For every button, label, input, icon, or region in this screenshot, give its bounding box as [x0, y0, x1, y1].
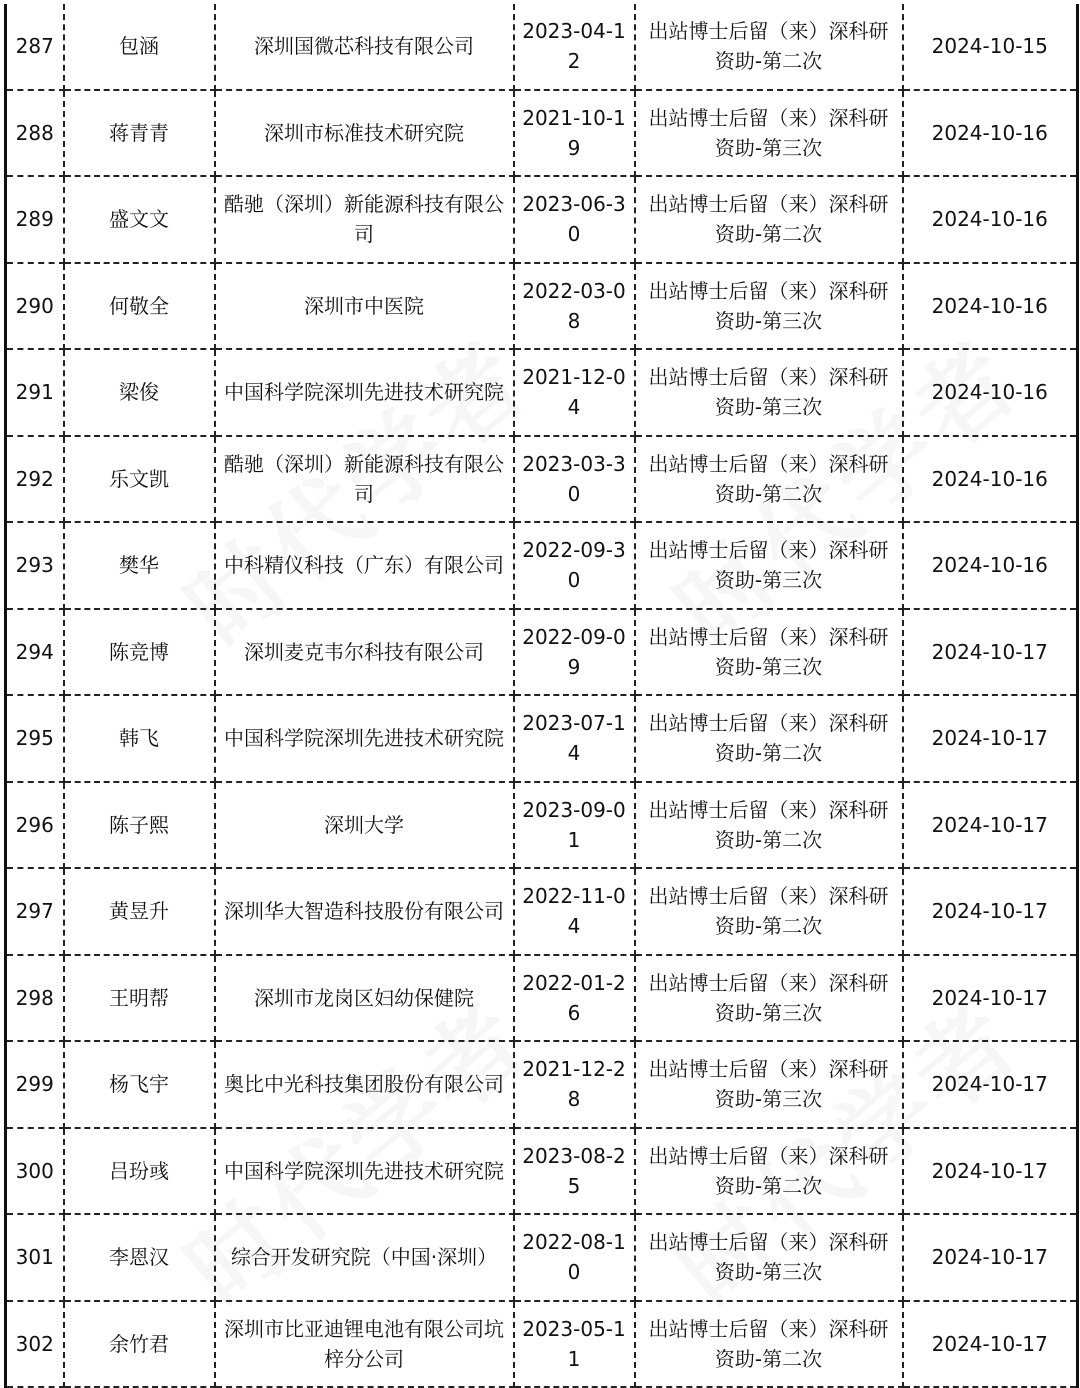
subsidy-type-cell: 出站博士后留（来）深科研资助-第二次	[635, 1128, 903, 1215]
table-row	[6, 1301, 1078, 1388]
person-name-cell: 王明帮	[64, 955, 215, 1042]
subsidy-type-cell: 出站博士后留（来）深科研资助-第二次	[635, 695, 903, 782]
subsidy-type-cell: 出站博士后留（来）深科研资助-第三次	[635, 90, 903, 177]
approval-date-cell: 2024-10-16	[903, 263, 1078, 350]
approval-date-cell: 2024-10-17	[903, 1214, 1078, 1301]
organization-cell: 中国科学院深圳先进技术研究院	[215, 349, 514, 436]
out-station-date-cell: 2023-05-11	[514, 1301, 635, 1388]
person-name-cell: 包涵	[64, 4, 215, 90]
approval-date-cell: 2024-10-16	[903, 176, 1078, 263]
approval-date-cell: 2024-10-16	[903, 349, 1078, 436]
subsidy-type-cell: 出站博士后留（来）深科研资助-第三次	[635, 1041, 903, 1128]
out-station-date-cell: 2023-09-01	[514, 782, 635, 869]
person-name-cell: 盛文文	[64, 176, 215, 263]
table-row	[6, 4, 1078, 90]
table-row	[6, 436, 1078, 523]
row-number-cell: 292	[6, 436, 64, 523]
organization-cell: 中科精仪科技（广东）有限公司	[215, 522, 514, 609]
table-row	[6, 609, 1078, 696]
person-name-cell: 吕玢彧	[64, 1128, 215, 1215]
subsidy-type-cell: 出站博士后留（来）深科研资助-第三次	[635, 522, 903, 609]
organization-cell: 深圳市比亚迪锂电池有限公司坑梓分公司	[215, 1301, 514, 1388]
organization-cell: 深圳市龙岗区妇幼保健院	[215, 955, 514, 1042]
person-name-cell: 韩飞	[64, 695, 215, 782]
row-number-cell: 301	[6, 1214, 64, 1301]
row-number-cell: 291	[6, 349, 64, 436]
subsidy-type-cell: 出站博士后留（来）深科研资助-第三次	[635, 1214, 903, 1301]
person-name-cell: 陈子熙	[64, 782, 215, 869]
organization-cell: 综合开发研究院（中国·深圳）	[215, 1214, 514, 1301]
row-number-cell: 296	[6, 782, 64, 869]
organization-cell: 深圳大学	[215, 782, 514, 869]
out-station-date-cell: 2022-03-08	[514, 263, 635, 350]
out-station-date-cell: 2021-10-19	[514, 90, 635, 177]
row-number-cell: 298	[6, 955, 64, 1042]
table-row	[6, 176, 1078, 263]
row-number-cell: 293	[6, 522, 64, 609]
row-number-cell: 290	[6, 263, 64, 350]
table-row	[6, 868, 1078, 955]
table-row	[6, 695, 1078, 782]
subsidy-type-cell: 出站博士后留（来）深科研资助-第二次	[635, 782, 903, 869]
approval-date-cell: 2024-10-17	[903, 695, 1078, 782]
subsidy-list-table	[4, 4, 1079, 1388]
organization-cell: 酷驰（深圳）新能源科技有限公司	[215, 436, 514, 523]
approval-date-cell: 2024-10-16	[903, 90, 1078, 177]
person-name-cell: 乐文凯	[64, 436, 215, 523]
approval-date-cell: 2024-10-17	[903, 1301, 1078, 1388]
row-number-cell: 289	[6, 176, 64, 263]
organization-cell: 深圳市标准技术研究院	[215, 90, 514, 177]
row-number-cell: 287	[6, 4, 64, 90]
subsidy-type-cell: 出站博士后留（来）深科研资助-第二次	[635, 868, 903, 955]
table-row	[6, 349, 1078, 436]
row-number-cell: 299	[6, 1041, 64, 1128]
subsidy-type-cell: 出站博士后留（来）深科研资助-第三次	[635, 349, 903, 436]
row-number-cell: 295	[6, 695, 64, 782]
approval-date-cell: 2024-10-17	[903, 955, 1078, 1042]
organization-cell: 中国科学院深圳先进技术研究院	[215, 695, 514, 782]
organization-cell: 深圳华大智造科技股份有限公司	[215, 868, 514, 955]
person-name-cell: 陈竞博	[64, 609, 215, 696]
person-name-cell: 李恩汉	[64, 1214, 215, 1301]
person-name-cell: 余竹君	[64, 1301, 215, 1388]
person-name-cell: 樊华	[64, 522, 215, 609]
approval-date-cell: 2024-10-17	[903, 1128, 1078, 1215]
out-station-date-cell: 2021-12-04	[514, 349, 635, 436]
subsidy-type-cell: 出站博士后留（来）深科研资助-第三次	[635, 955, 903, 1042]
table-row	[6, 955, 1078, 1042]
organization-cell: 深圳国微芯科技有限公司	[215, 4, 514, 90]
row-number-cell: 294	[6, 609, 64, 696]
approval-date-cell: 2024-10-17	[903, 609, 1078, 696]
approval-date-cell: 2024-10-17	[903, 782, 1078, 869]
person-name-cell: 黄昱升	[64, 868, 215, 955]
out-station-date-cell: 2023-03-30	[514, 436, 635, 523]
organization-cell: 深圳市中医院	[215, 263, 514, 350]
table-row	[6, 90, 1078, 177]
subsidy-type-cell: 出站博士后留（来）深科研资助-第二次	[635, 1301, 903, 1388]
subsidy-type-cell: 出站博士后留（来）深科研资助-第三次	[635, 609, 903, 696]
subsidy-type-cell: 出站博士后留（来）深科研资助-第二次	[635, 4, 903, 90]
out-station-date-cell: 2023-07-14	[514, 695, 635, 782]
subsidy-type-cell: 出站博士后留（来）深科研资助-第二次	[635, 176, 903, 263]
person-name-cell: 梁俊	[64, 349, 215, 436]
person-name-cell: 杨飞宇	[64, 1041, 215, 1128]
out-station-date-cell: 2023-08-25	[514, 1128, 635, 1215]
person-name-cell: 蒋青青	[64, 90, 215, 177]
approval-date-cell: 2024-10-16	[903, 522, 1078, 609]
out-station-date-cell: 2023-04-12	[514, 4, 635, 90]
out-station-date-cell: 2023-06-30	[514, 176, 635, 263]
table-row	[6, 1214, 1078, 1301]
table-body	[6, 4, 1078, 1387]
out-station-date-cell: 2022-08-10	[514, 1214, 635, 1301]
organization-cell: 深圳麦克韦尔科技有限公司	[215, 609, 514, 696]
out-station-date-cell: 2021-12-28	[514, 1041, 635, 1128]
out-station-date-cell: 2022-09-09	[514, 609, 635, 696]
table-row	[6, 782, 1078, 869]
row-number-cell: 297	[6, 868, 64, 955]
out-station-date-cell: 2022-01-26	[514, 955, 635, 1042]
table-row	[6, 1128, 1078, 1215]
organization-cell: 中国科学院深圳先进技术研究院	[215, 1128, 514, 1215]
table-row	[6, 1041, 1078, 1128]
out-station-date-cell: 2022-09-30	[514, 522, 635, 609]
organization-cell: 酷驰（深圳）新能源科技有限公司	[215, 176, 514, 263]
approval-date-cell: 2024-10-17	[903, 868, 1078, 955]
out-station-date-cell: 2022-11-04	[514, 868, 635, 955]
person-name-cell: 何敬全	[64, 263, 215, 350]
approval-date-cell: 2024-10-17	[903, 1041, 1078, 1128]
row-number-cell: 288	[6, 90, 64, 177]
organization-cell: 奥比中光科技集团股份有限公司	[215, 1041, 514, 1128]
table-row	[6, 263, 1078, 350]
row-number-cell: 300	[6, 1128, 64, 1215]
subsidy-type-cell: 出站博士后留（来）深科研资助-第二次	[635, 436, 903, 523]
approval-date-cell: 2024-10-16	[903, 436, 1078, 523]
approval-date-cell: 2024-10-15	[903, 4, 1078, 90]
row-number-cell: 302	[6, 1301, 64, 1388]
table-row	[6, 522, 1078, 609]
subsidy-type-cell: 出站博士后留（来）深科研资助-第三次	[635, 263, 903, 350]
